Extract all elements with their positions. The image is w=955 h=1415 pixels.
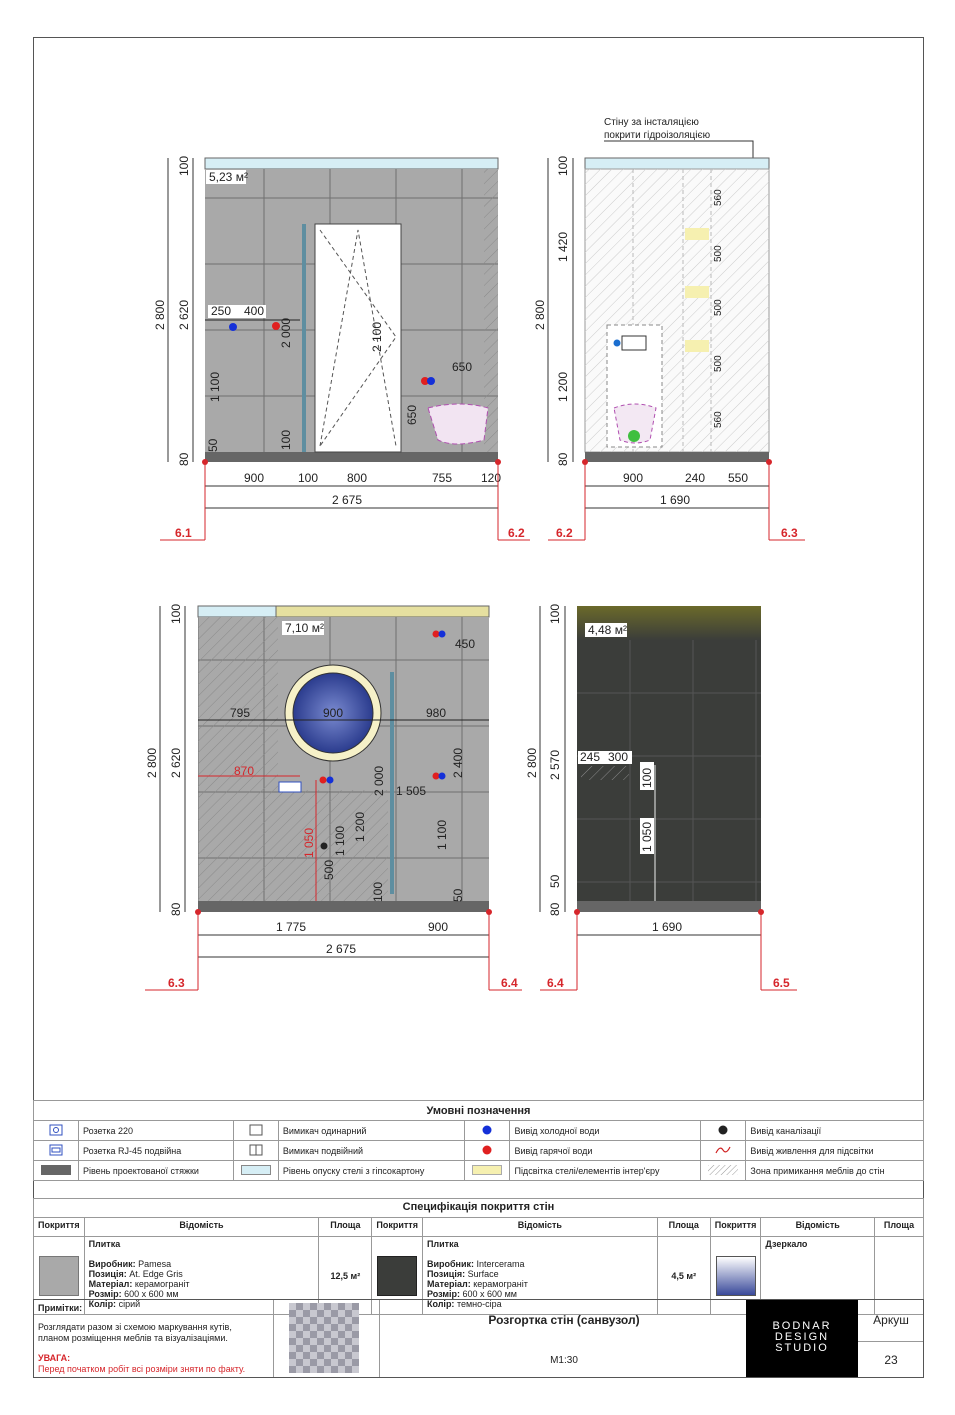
wall1-dim-650-h: 650 <box>452 360 473 374</box>
legend-table <box>33 1100 924 1181</box>
legend-switch-single: Вимикач одинарний <box>278 1121 465 1141</box>
ceiling-level-swatch <box>233 1161 278 1181</box>
spec-h-cover-3: Покриття <box>710 1218 761 1237</box>
wall3-v-outer: 2 800 <box>145 747 159 778</box>
material-2-area: 4,5 м² <box>657 1237 710 1315</box>
wall2-r-500a: 500 <box>713 245 724 262</box>
wall1-dim-650-v: 650 <box>405 404 419 425</box>
wall3-dim-2000: 2 000 <box>372 765 386 796</box>
legend-switch-double: Вимикач подвійний <box>278 1141 465 1161</box>
wall1-dim-400: 400 <box>244 304 265 318</box>
wall1-b-900: 900 <box>244 471 265 485</box>
wall4-v-outer: 2 800 <box>525 747 539 778</box>
wall4-area: 4,48 м² <box>588 623 627 637</box>
wall2-v-outer: 2 800 <box>533 299 547 330</box>
wall3-dim-500: 500 <box>322 859 336 880</box>
light-power-icon <box>701 1141 746 1161</box>
wall1-v-bottom: 80 <box>177 452 191 466</box>
wall4-v-inner: 2 570 <box>548 749 562 780</box>
spec-table <box>33 1198 924 1315</box>
wall-elevation-3 <box>145 604 522 990</box>
furniture-zone-swatch <box>701 1161 746 1181</box>
scale-label: М1:30 <box>550 1355 578 1366</box>
material-1-area: 12,5 м² <box>319 1237 372 1315</box>
wall3-b-1775: 1 775 <box>276 920 307 934</box>
wall3-dim-900: 900 <box>323 706 344 720</box>
wall1-b-800: 800 <box>347 471 368 485</box>
wall3-v-inner: 2 620 <box>169 747 183 778</box>
wall4-dim-1050: 1 050 <box>640 821 654 852</box>
notes-heading: Примітки: <box>38 1303 83 1313</box>
wall1-b-120: 120 <box>481 471 502 485</box>
switch-single-icon <box>233 1121 278 1141</box>
wall2-mark-right: 6.3 <box>781 526 798 540</box>
sewer-icon <box>701 1121 746 1141</box>
qr-code-image <box>289 1303 359 1373</box>
wall2-mark-left: 6.2 <box>556 526 573 540</box>
title-block <box>33 1299 924 1378</box>
wall-elevation-4 <box>525 604 797 990</box>
wall2-r-500c: 500 <box>713 355 724 372</box>
warning-heading: УВАГА: <box>38 1353 71 1363</box>
legend-screed-level: Рівень проектованої стяжки <box>79 1161 234 1181</box>
wall2-r-560b: 560 <box>713 411 724 428</box>
cold-water-icon <box>465 1121 510 1141</box>
socket-220-icon <box>34 1121 79 1141</box>
wall1-mark-left: 6.1 <box>175 526 192 540</box>
wall3-dim-1050: 1 050 <box>302 827 316 858</box>
legend-lighting: Підсвітка стелі/елементів інтер'єру <box>510 1161 701 1181</box>
screed-level-swatch <box>34 1161 79 1181</box>
wall3-v-top: 100 <box>169 603 183 624</box>
wall3-b-900: 900 <box>428 920 449 934</box>
socket-rj45-icon <box>34 1141 79 1161</box>
wall1-v-outer: 2 800 <box>153 299 167 330</box>
warning-text: Перед початком робіт всі розміри зняти по факту. <box>38 1364 246 1374</box>
wall1-v-top: 100 <box>177 155 191 176</box>
lighting-swatch <box>465 1161 510 1181</box>
legend-title: Умовні позначення <box>34 1101 924 1121</box>
wall4-v-bottom: 80 <box>548 902 562 916</box>
wall2-v-top: 100 <box>556 155 570 176</box>
spec-h-cover-2: Покриття <box>372 1218 423 1237</box>
wall1-v-inner: 2 620 <box>177 299 191 330</box>
wall1-b-100: 100 <box>298 471 319 485</box>
wall4-dim-300: 300 <box>608 750 629 764</box>
wall2-b-240: 240 <box>685 471 706 485</box>
wall2-b-900: 900 <box>623 471 644 485</box>
sheet-title: Розгортка стін (санвузол) <box>488 1313 640 1327</box>
wall3-dim-980: 980 <box>426 706 447 720</box>
wall2-note-line1: Стіну за інсталяцією <box>604 117 699 128</box>
spec-h-desc-2: Відомість <box>422 1218 657 1237</box>
spec-h-desc-1: Відомість <box>84 1218 319 1237</box>
wall2-v-1200: 1 200 <box>556 371 570 402</box>
wall1-dim-2000: 2 000 <box>279 317 293 348</box>
wall1-area: 5,23 м² <box>209 170 248 184</box>
wall2-note-line2: покрити гідроізоляцією <box>604 130 711 141</box>
wall2-b-550: 550 <box>728 471 749 485</box>
wall4-mark-right: 6.5 <box>773 976 790 990</box>
wall2-v-1420: 1 420 <box>556 231 570 262</box>
wall3-dim-1505: 1 505 <box>396 784 427 798</box>
wall3-dim-450: 450 <box>455 637 476 651</box>
legend-ceiling-level: Рівень опуску стелі з гіпсокартону <box>278 1161 465 1181</box>
wall1-dim-50: 50 <box>206 438 220 452</box>
wall1-total: 2 675 <box>332 493 363 507</box>
wall3-dim-100: 100 <box>371 881 385 902</box>
legend-cold-water: Вивід холодної води <box>510 1121 701 1141</box>
spec-h-area-2: Площа <box>657 1218 710 1237</box>
wall4-total: 1 690 <box>652 920 683 934</box>
wall3-dim-1100a: 1 100 <box>333 825 347 856</box>
wall3-dim-2400: 2 400 <box>451 747 465 778</box>
wall1-dim-2100: 2 100 <box>370 321 384 352</box>
wall4-v-top: 100 <box>548 603 562 624</box>
wall1-dim-100: 100 <box>279 429 293 450</box>
switch-double-icon <box>233 1141 278 1161</box>
wall2-r-500b: 500 <box>713 299 724 316</box>
legend-furniture-zone: Зона примикання меблів до стін <box>746 1161 924 1181</box>
wall2-r-560a: 560 <box>713 189 724 206</box>
wall4-v-50: 50 <box>548 874 562 888</box>
wall3-dim-50: 50 <box>451 888 465 902</box>
spec-h-area-1: Площа <box>319 1218 372 1237</box>
spec-h-desc-3: Відомість <box>761 1218 875 1237</box>
legend-sewer: Вивід каналізації <box>746 1121 924 1141</box>
wall1-b-755: 755 <box>432 471 453 485</box>
spec-h-area-3: Площа <box>875 1218 924 1237</box>
wall4-dim-100: 100 <box>640 767 654 788</box>
hot-water-icon <box>465 1141 510 1161</box>
sheet-label: Аркуш <box>858 1299 924 1342</box>
wall1-dim-250: 250 <box>211 304 232 318</box>
material-3-desc: Дзеркало <box>761 1237 875 1315</box>
wall3-total: 2 675 <box>326 942 357 956</box>
wall3-dim-1200: 1 200 <box>353 811 367 842</box>
wall3-v-bottom: 80 <box>169 902 183 916</box>
wall3-mark-right: 6.4 <box>501 976 518 990</box>
wall4-mark-left: 6.4 <box>547 976 564 990</box>
spec-h-cover-1: Покриття <box>34 1218 85 1237</box>
sheet-number: 23 <box>884 1353 898 1367</box>
wall4-dim-245: 245 <box>580 750 601 764</box>
legend-socket-220: Розетка 220 <box>79 1121 234 1141</box>
wall2-total: 1 690 <box>660 493 691 507</box>
studio-logo: BODNAR DESIGN STUDIO <box>746 1299 858 1378</box>
wall2-v-bottom: 80 <box>556 452 570 466</box>
notes-line2: планом розміщення меблів та візуалізаціями. <box>38 1333 228 1343</box>
spec-title: Специфікація покриття стін <box>34 1199 924 1218</box>
wall-elevation-2 <box>533 117 805 540</box>
wall3-dim-1100b: 1 100 <box>435 819 449 850</box>
legend-light-power: Вивід живлення для підсвітки <box>746 1141 924 1161</box>
material-1-desc: Плитка Виробник: Pamesa Позиція: At. Edge Gris Матеріал: керамограніт Розмір: 600 х 600 мм Колір: сірий <box>84 1237 319 1315</box>
wall1-mark-right: 6.2 <box>508 526 525 540</box>
legend-hot-water: Вивід гарячої води <box>510 1141 701 1161</box>
legend-socket-rj45: Розетка RJ-45 подвійна <box>79 1141 234 1161</box>
wall-elevation-1 <box>153 156 530 540</box>
wall1-dim-1100: 1 100 <box>208 371 222 402</box>
wall3-dim-870: 870 <box>234 764 255 778</box>
wall3-area: 7,10 м² <box>285 621 324 635</box>
notes-line1: Розглядати разом зі схемою маркування кутів, <box>38 1322 232 1332</box>
wall3-dim-795: 795 <box>230 706 251 720</box>
material-2-desc: Плитка Виробник: Intercerama Позиція: Surface Матеріал: керамограніт Розмір: 600 х 600 мм Колір: темно-сіра <box>422 1237 657 1315</box>
wall3-mark-left: 6.3 <box>168 976 185 990</box>
